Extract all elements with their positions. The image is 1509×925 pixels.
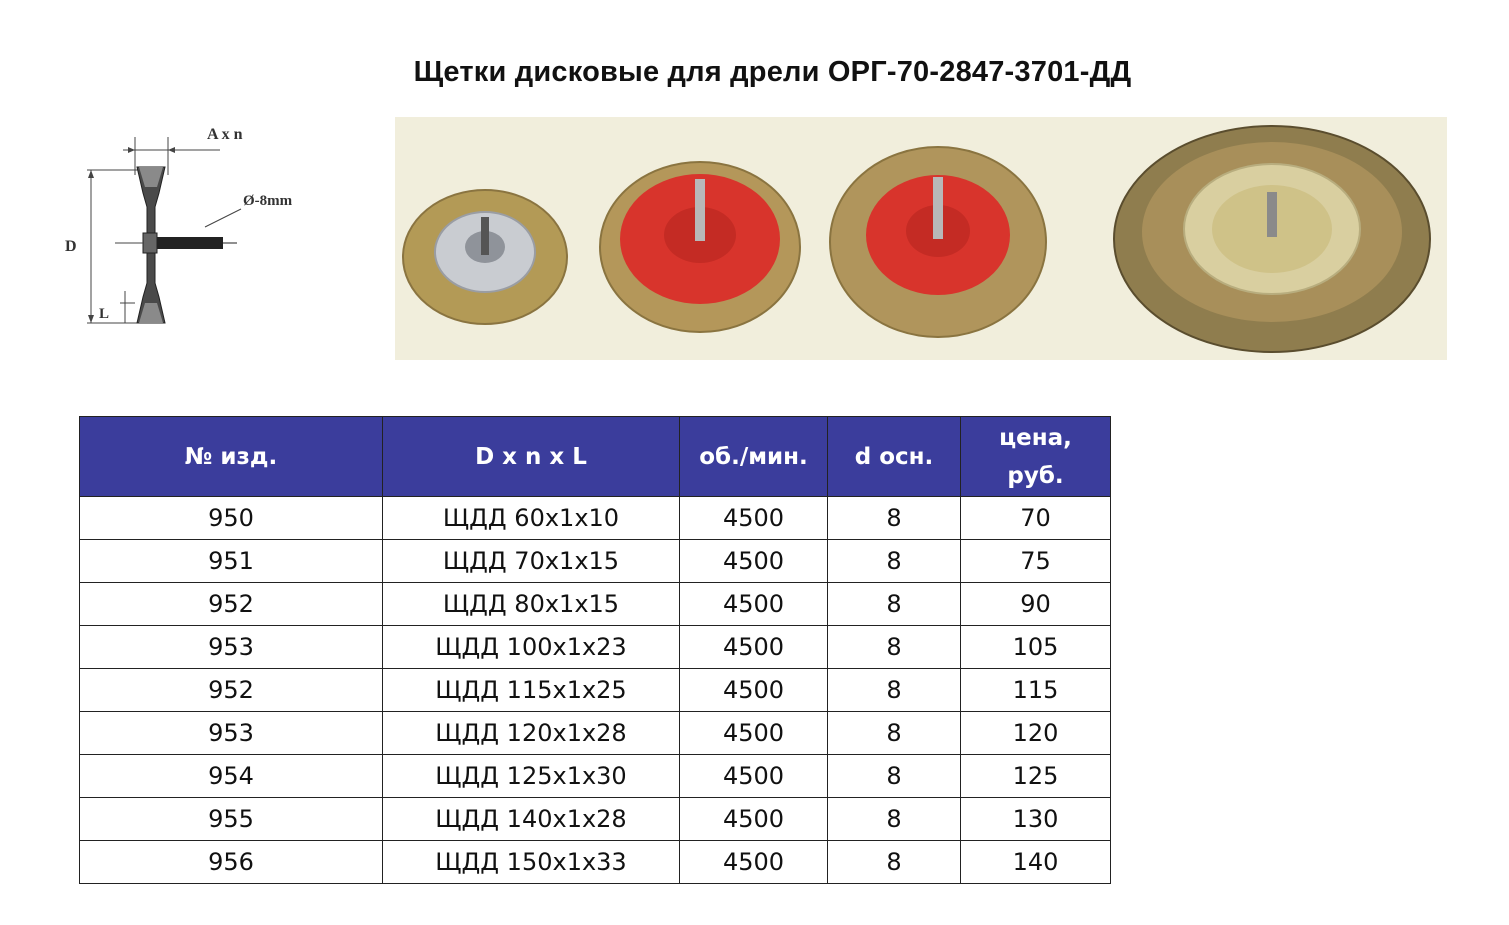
cell-rpm: 4500 [680, 669, 828, 712]
cell-shaft-diameter: 8 [828, 583, 961, 626]
cell-rpm: 4500 [680, 841, 828, 884]
cell-item-number: 956 [80, 841, 383, 884]
cell-price: 115 [961, 669, 1111, 712]
table-row [80, 583, 1111, 626]
cell-rpm: 4500 [680, 540, 828, 583]
table-header-row [80, 417, 1111, 497]
cell-price: 125 [961, 755, 1111, 798]
cell-dimensions: ЩДД 80x1x15 [383, 583, 680, 626]
header-dimensions: D x n x L [383, 417, 680, 497]
cell-item-number: 953 [80, 712, 383, 755]
cell-dimensions: ЩДД 140x1x28 [383, 798, 680, 841]
header-shaft-diameter: d осн. [828, 417, 961, 497]
header-rpm: об./мин. [680, 417, 828, 497]
cell-dimensions: ЩДД 100x1x23 [383, 626, 680, 669]
cell-price: 70 [961, 497, 1111, 540]
cell-price: 105 [961, 626, 1111, 669]
cell-item-number: 950 [80, 497, 383, 540]
spec-table [79, 416, 1111, 884]
cell-rpm: 4500 [680, 583, 828, 626]
cell-shaft-diameter: 8 [828, 712, 961, 755]
table-row [80, 712, 1111, 755]
cell-price: 75 [961, 540, 1111, 583]
cell-shaft-diameter: 8 [828, 669, 961, 712]
cell-shaft-diameter: 8 [828, 755, 961, 798]
table-row [80, 798, 1111, 841]
cell-rpm: 4500 [680, 497, 828, 540]
table-row [80, 841, 1111, 884]
cell-rpm: 4500 [680, 755, 828, 798]
cell-price: 90 [961, 583, 1111, 626]
cell-rpm: 4500 [680, 798, 828, 841]
cell-item-number: 955 [80, 798, 383, 841]
cell-dimensions: ЩДД 120x1x28 [383, 712, 680, 755]
cell-price: 120 [961, 712, 1111, 755]
cell-item-number: 954 [80, 755, 383, 798]
header-item-number: № изд. [80, 417, 383, 497]
table-row [80, 626, 1111, 669]
cell-item-number: 951 [80, 540, 383, 583]
page-title: Щетки дисковые для дрели ОРГ-70-2847-3701-ДД [413, 56, 1132, 88]
brush-wheels-illustration [395, 117, 1447, 360]
cell-price: 130 [961, 798, 1111, 841]
cell-dimensions: ЩДД 150x1x33 [383, 841, 680, 884]
cell-price: 140 [961, 841, 1111, 884]
cell-shaft-diameter: 8 [828, 798, 961, 841]
label-l: L [99, 306, 110, 322]
cell-item-number: 952 [80, 669, 383, 712]
cell-shaft-diameter: 8 [828, 540, 961, 583]
table-row [80, 755, 1111, 798]
cell-dimensions: ЩДД 115x1x25 [383, 669, 680, 712]
cell-dimensions: ЩДД 60x1x10 [383, 497, 680, 540]
label-shaft: Ø-8mm [243, 193, 293, 209]
cell-rpm: 4500 [680, 712, 828, 755]
cell-dimensions: ЩДД 70x1x15 [383, 540, 680, 583]
cell-shaft-diameter: 8 [828, 841, 961, 884]
label-d: D [65, 238, 77, 255]
cell-item-number: 952 [80, 583, 383, 626]
product-photo [395, 117, 1447, 360]
table-row [80, 540, 1111, 583]
cell-shaft-diameter: 8 [828, 497, 961, 540]
table-row [80, 669, 1111, 712]
cell-item-number: 953 [80, 626, 383, 669]
cell-rpm: 4500 [680, 626, 828, 669]
header-price: цена, руб. [961, 417, 1111, 497]
cell-dimensions: ЩДД 125x1x30 [383, 755, 680, 798]
cell-shaft-diameter: 8 [828, 626, 961, 669]
table-row [80, 497, 1111, 540]
label-axn: A x n [207, 126, 243, 143]
brush-dimension-diagram [55, 115, 355, 340]
